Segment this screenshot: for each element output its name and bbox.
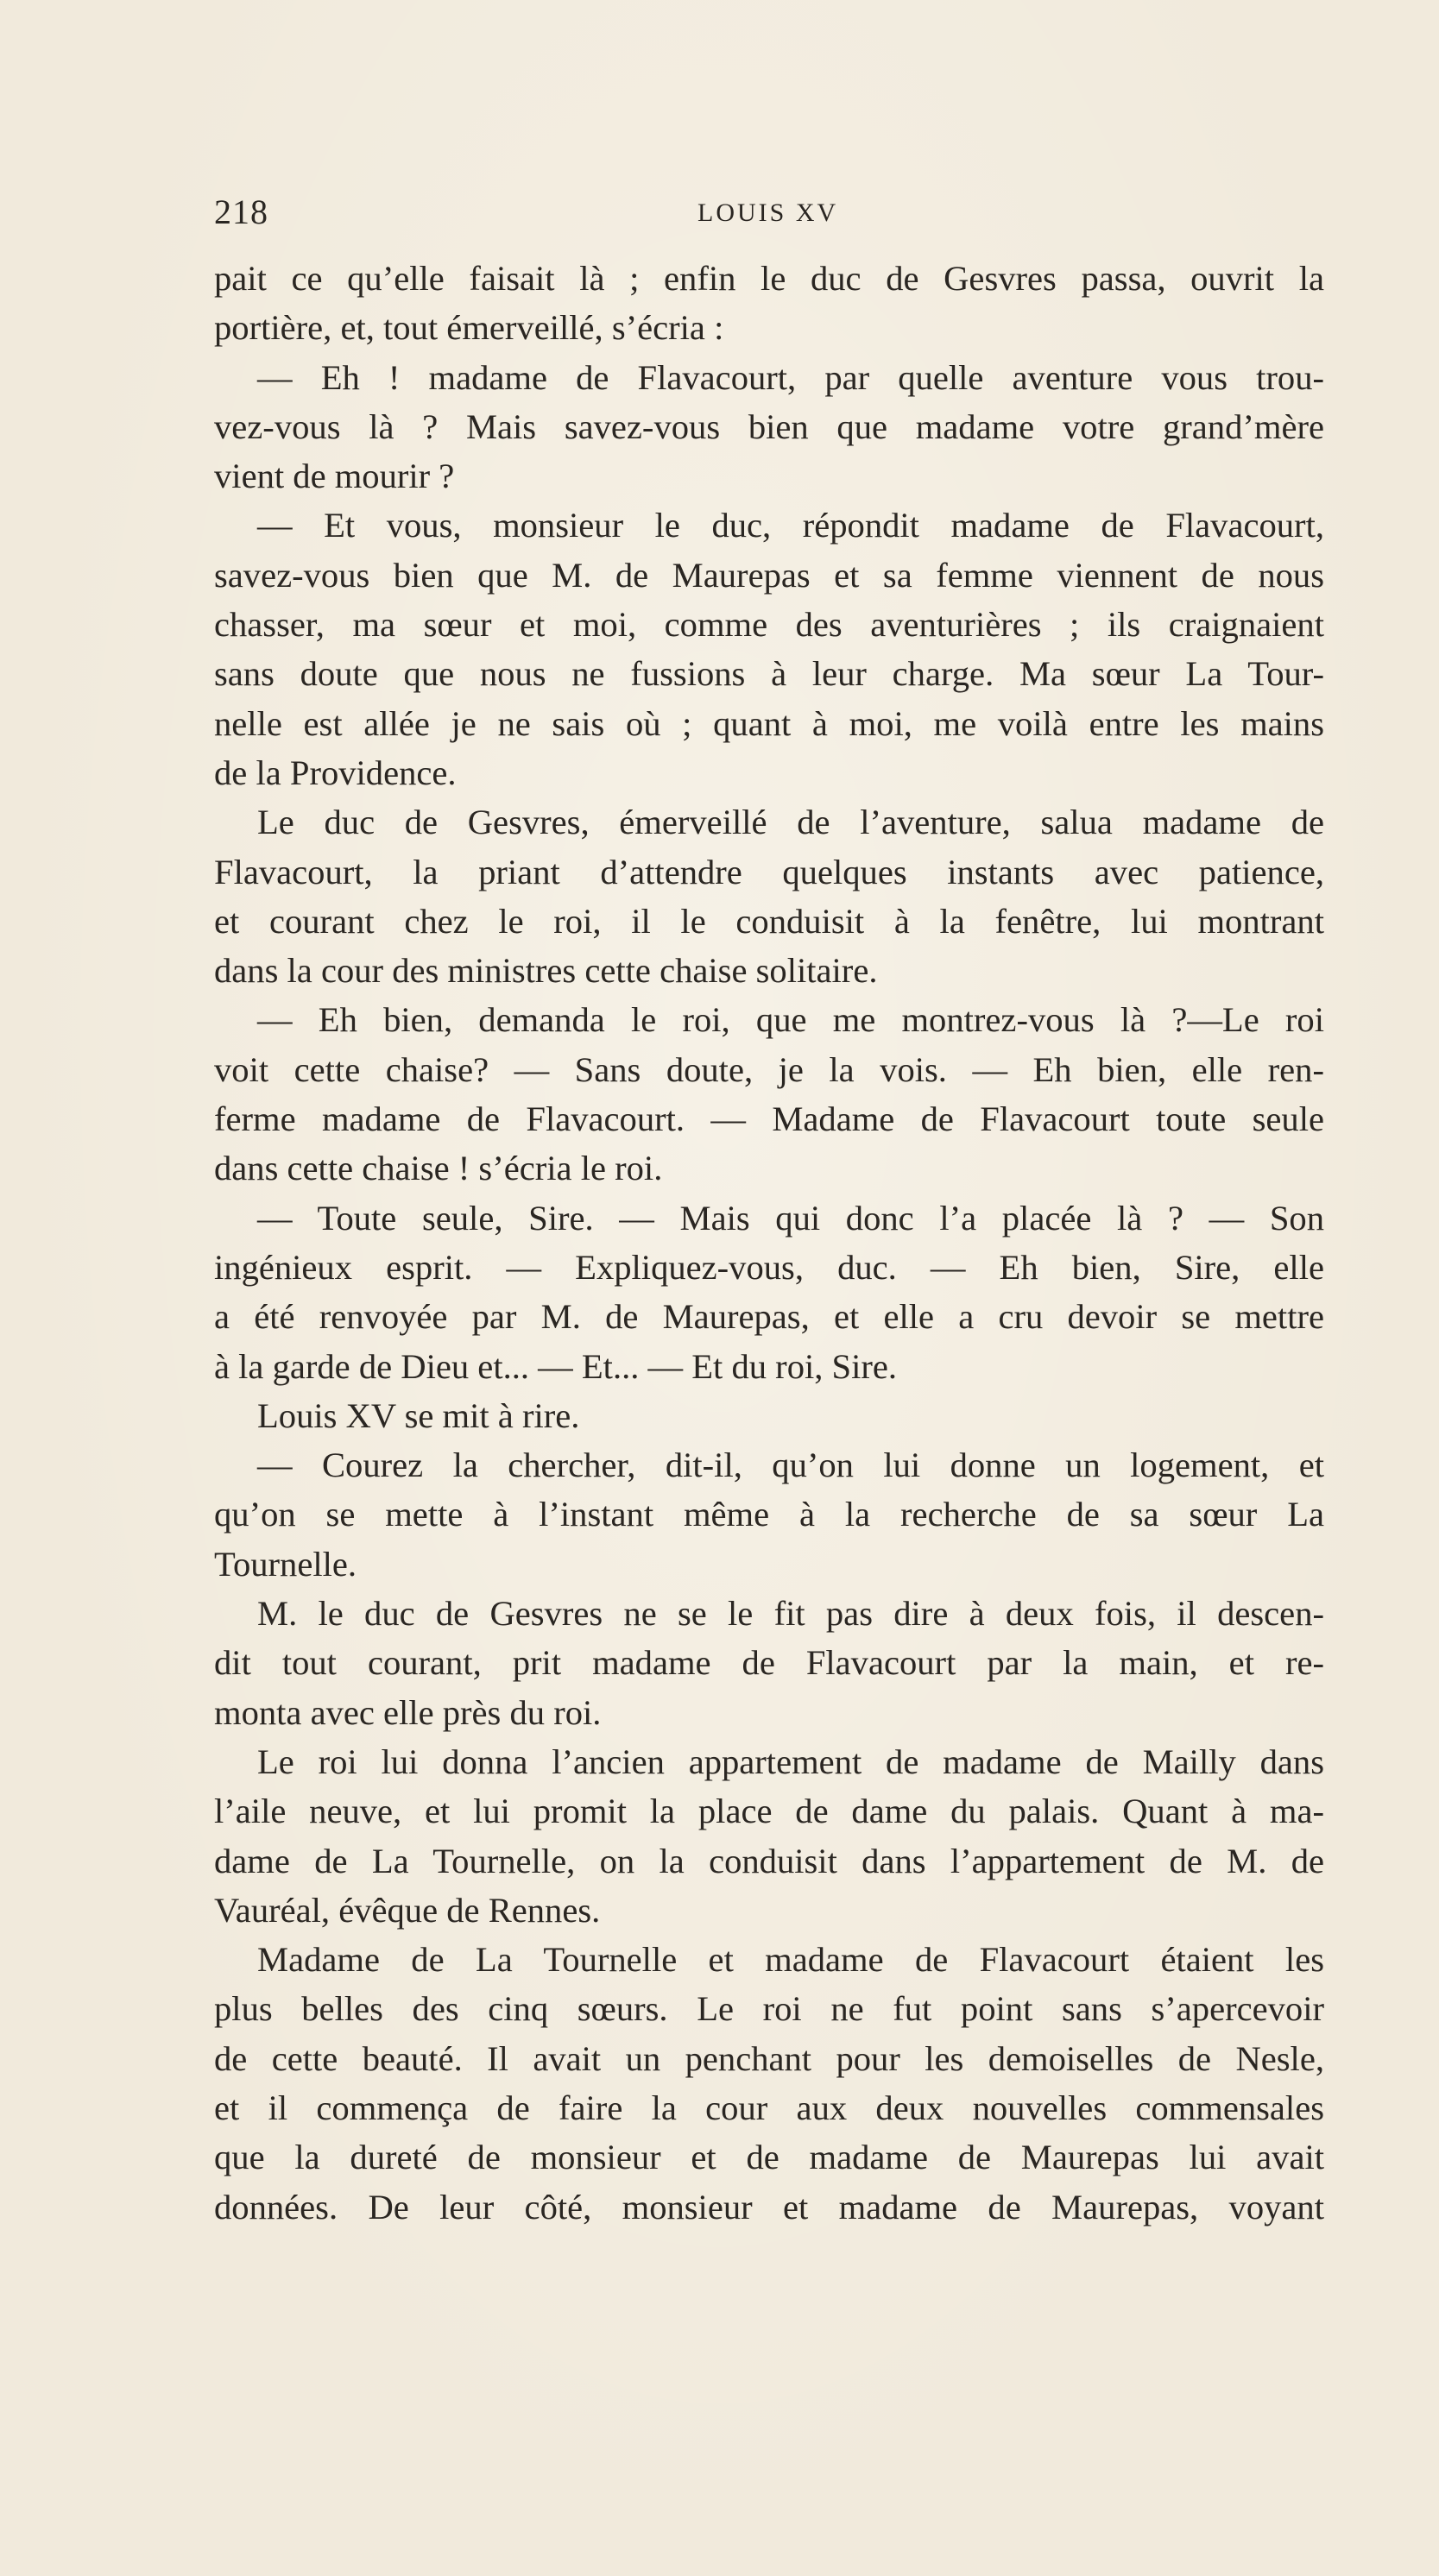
- text-line: que la dureté de monsieur et de madame de Maurepas lui avait: [214, 2138, 1324, 2177]
- text-line: — Et vous, monsieur le duc, répondit madame de Flavacourt,: [257, 506, 1324, 545]
- text-line: ferme madame de Flavacourt. — Madame de Flavacourt toute seule: [214, 1099, 1324, 1139]
- text-line: l’aile neuve, et lui promit la place de dame du palais. Quant à ma-: [214, 1792, 1324, 1831]
- text-line: M. le duc de Gesvres ne se le fit pas dire à deux fois, il descen-: [257, 1594, 1324, 1634]
- text-line: qu’on se mette à l’instant même à la recherche de sa sœur La: [214, 1495, 1324, 1534]
- page-number: 218: [214, 192, 268, 231]
- text-line: — Eh bien, demanda le roi, que me montrez-vous là ?—Le roi: [257, 1000, 1324, 1040]
- text-line: Le duc de Gesvres, émerveillé de l’aventure, salua madame de: [257, 803, 1324, 842]
- text-line: chasser, ma sœur et moi, comme des aventurières ; ils craignaient: [214, 605, 1324, 645]
- text-line: — Toute seule, Sire. — Mais qui donc l’a placée là ? — Son: [257, 1198, 1324, 1238]
- text-line: portière, et, tout émerveillé, s’écria :: [214, 308, 724, 348]
- text-line: Flavacourt, la priant d’attendre quelques instants avec patience,: [214, 852, 1324, 891]
- body-text: [214, 254, 1324, 2232]
- text-line: voit cette chaise? — Sans doute, je la vois. — Eh bien, elle ren-: [214, 1049, 1324, 1089]
- text-line: Vauréal, évêque de Rennes.: [214, 1890, 601, 1930]
- text-line: et il commença de faire la cour aux deux nouvelles commensales: [214, 2088, 1324, 2127]
- text-line: Madame de La Tournelle et madame de Flavacourt étaient les: [257, 1940, 1324, 1980]
- text-line: plus belles des cinq sœurs. Le roi ne fut point sans s’apercevoir: [214, 1989, 1324, 2029]
- text-line: sans doute que nous ne fussions à leur charge. Ma sœur La Tour-: [214, 654, 1324, 694]
- text-line: a été renvoyée par M. de Maurepas, et elle a cru devoir se mettre: [214, 1297, 1324, 1337]
- text-line: de cette beauté. Il avait un penchant pour les demoiselles de Nesle,: [214, 2038, 1324, 2078]
- text-line: dame de La Tournelle, on la conduisit dans l’appartement de M. de: [214, 1841, 1324, 1880]
- text-line: dans la cour des ministres cette chaise solitaire.: [214, 951, 878, 991]
- text-line: pait ce qu’elle faisait là ; enfin le duc de Gesvres passa, ouvrit la: [214, 259, 1324, 298]
- text-line: de la Providence.: [214, 753, 457, 792]
- text-line: Le roi lui donna l’ancien appartement de madame de Mailly dans: [257, 1741, 1324, 1781]
- text-line: savez-vous bien que M. de Maurepas et sa femme viennent de nous: [214, 555, 1324, 595]
- text-line: et courant chez le roi, il le conduisit à la fenêtre, lui montrant: [214, 901, 1324, 941]
- text-line: à la garde de Dieu et... — Et... — Et du roi, Sire.: [214, 1346, 898, 1386]
- text-line: nelle est allée je ne sais où ; quant à moi, me voilà entre les mains: [214, 703, 1324, 743]
- text-line: dit tout courant, prit madame de Flavacourt par la main, et re-: [214, 1643, 1324, 1683]
- text-line: données. De leur côté, monsieur et madame de Maurepas, voyant: [214, 2187, 1324, 2226]
- text-line: — Eh ! madame de Flavacourt, par quelle aventure vous trou-: [257, 357, 1324, 397]
- text-line: monta avec elle près du roi.: [214, 1692, 602, 1732]
- text-line: Louis XV se mit à rire.: [257, 1395, 580, 1435]
- text-line: — Courez la chercher, dit-il, qu’on lui donne un logement, et: [257, 1445, 1324, 1485]
- text-line: vient de mourir ?: [214, 457, 455, 496]
- text-line: vez-vous là ? Mais savez-vous bien que madame votre grand’mère: [214, 406, 1324, 446]
- running-title: LOUIS XV: [697, 198, 839, 227]
- page-header: [214, 192, 1322, 243]
- text-line: dans cette chaise ! s’écria le roi.: [214, 1149, 663, 1188]
- text-line: Tournelle.: [214, 1544, 357, 1584]
- text-line: ingénieux esprit. — Expliquez-vous, duc. — Eh bien, Sire, elle: [214, 1247, 1324, 1287]
